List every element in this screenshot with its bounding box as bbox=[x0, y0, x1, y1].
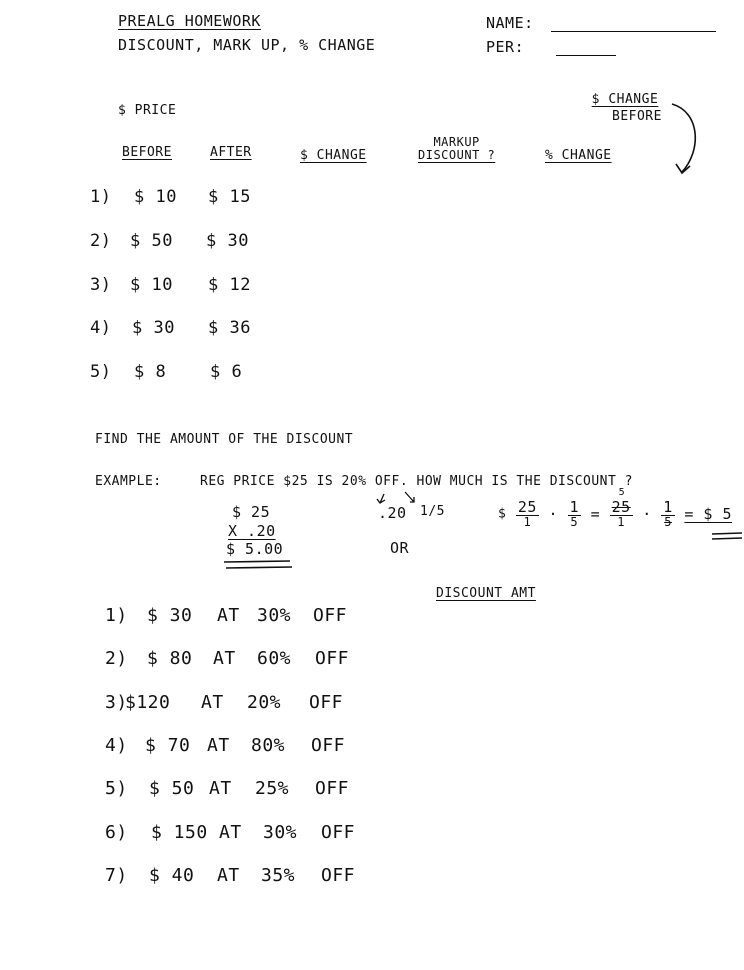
example-text: REG PRICE $25 IS 20% OFF. HOW MUCH IS THE DISCOUNT ? bbox=[200, 474, 633, 489]
problem-off: OFF bbox=[321, 865, 356, 886]
problem-percent: 80% bbox=[251, 735, 286, 756]
row-before: $ 8 bbox=[134, 362, 167, 382]
row-number: 5) bbox=[90, 362, 112, 382]
work-line-1: $ 25 bbox=[232, 503, 271, 521]
worksheet-subtitle: DISCOUNT, MARK UP, % CHANGE bbox=[118, 36, 376, 54]
formula-arrow bbox=[672, 104, 695, 172]
row-number: 4) bbox=[90, 318, 112, 338]
problem-number: 1) bbox=[105, 605, 128, 626]
problem-percent: 35% bbox=[261, 865, 296, 886]
col-after: AFTER bbox=[210, 145, 252, 160]
row-after: $ 6 bbox=[210, 362, 243, 382]
problem-price: $ 80 bbox=[147, 648, 193, 669]
problem-off: OFF bbox=[309, 692, 344, 713]
col-markup-line2: DISCOUNT ? bbox=[418, 148, 496, 162]
col-pct-change: % CHANGE bbox=[545, 148, 612, 163]
problem-number: 5) bbox=[105, 778, 128, 799]
alt-fraction: 1/5 bbox=[420, 504, 445, 519]
problem-at: AT bbox=[207, 735, 230, 756]
price-group-label: $ PRICE bbox=[118, 103, 177, 118]
example-label: EXAMPLE: bbox=[95, 474, 162, 489]
discount-amt-label: DISCOUNT AMT bbox=[436, 586, 536, 601]
name-label: NAME: bbox=[486, 14, 534, 32]
decimal-arrow-right bbox=[405, 492, 414, 502]
row-after: $ 12 bbox=[208, 275, 251, 295]
discount-heading: FIND THE AMOUNT OF THE DISCOUNT bbox=[95, 432, 354, 447]
problem-at: AT bbox=[219, 822, 242, 843]
work-line-2: X .20 bbox=[228, 522, 276, 540]
problem-at: AT bbox=[209, 778, 232, 799]
worksheet-title: PREALG HOMEWORK bbox=[118, 12, 261, 30]
problem-price: $ 70 bbox=[145, 735, 191, 756]
problem-number: 6) bbox=[105, 822, 128, 843]
formula-denominator: BEFORE bbox=[612, 109, 662, 124]
fraction-equation: $ $\frac{25}{1}$ · $\frac{1}{5}$ = 5 25 1 · $\frac{1}{5}$ = $ 5 bbox=[498, 487, 733, 529]
row-after: $ 30 bbox=[206, 231, 249, 251]
problem-number: 7) bbox=[105, 865, 128, 886]
problem-off: OFF bbox=[321, 822, 356, 843]
problem-price: $ 40 bbox=[149, 865, 195, 886]
row-after: $ 15 bbox=[208, 187, 251, 207]
problem-off: OFF bbox=[313, 605, 348, 626]
row-number: 1) bbox=[90, 187, 112, 207]
work-line-3: $ 5.00 bbox=[226, 540, 284, 558]
problem-percent: 20% bbox=[247, 692, 282, 713]
col-before: BEFORE bbox=[122, 145, 172, 160]
per-label: PER: bbox=[486, 38, 525, 56]
decimal-arrow-left bbox=[377, 494, 385, 503]
alt-decimal: .20 bbox=[378, 504, 407, 522]
fraction-c: 5 25 1 bbox=[611, 487, 631, 529]
fraction-a: $\frac{25}{1}$ bbox=[517, 498, 537, 529]
or-label: OR bbox=[390, 539, 410, 557]
problem-off: OFF bbox=[311, 735, 346, 756]
result-double-underline bbox=[712, 533, 742, 539]
fraction-b: $\frac{1}{5}$ bbox=[569, 498, 580, 529]
problem-off: OFF bbox=[315, 778, 350, 799]
problem-at: AT bbox=[201, 692, 224, 713]
col-markup-line1: MARKUP bbox=[433, 135, 480, 149]
problem-number: 2) bbox=[105, 648, 128, 669]
problem-percent: 30% bbox=[257, 605, 292, 626]
equation-result: = $ 5 bbox=[684, 505, 733, 523]
problem-price: $ 30 bbox=[147, 605, 193, 626]
fraction-d: $\frac{1}{5}$ bbox=[663, 498, 673, 529]
problem-at: AT bbox=[217, 865, 240, 886]
problem-number: 3) bbox=[105, 692, 128, 713]
work-underline bbox=[224, 561, 292, 568]
formula-numerator: $ CHANGE bbox=[591, 92, 659, 107]
problem-price: $ 150 bbox=[151, 822, 208, 843]
row-before: $ 30 bbox=[132, 318, 175, 338]
problem-price: $ 50 bbox=[149, 778, 195, 799]
row-number: 2) bbox=[90, 231, 112, 251]
row-before: $ 10 bbox=[130, 275, 173, 295]
row-before: $ 50 bbox=[130, 231, 173, 251]
col-dollar-change: $ CHANGE bbox=[300, 148, 367, 163]
problem-at: AT bbox=[217, 605, 240, 626]
problem-price: $120 bbox=[125, 692, 171, 713]
problem-off: OFF bbox=[315, 648, 350, 669]
problem-at: AT bbox=[213, 648, 236, 669]
problem-number: 4) bbox=[105, 735, 128, 756]
row-before: $ 10 bbox=[134, 187, 177, 207]
row-number: 3) bbox=[90, 275, 112, 295]
problem-percent: 30% bbox=[263, 822, 298, 843]
problem-percent: 25% bbox=[255, 778, 290, 799]
problem-percent: 60% bbox=[257, 648, 292, 669]
row-after: $ 36 bbox=[208, 318, 251, 338]
